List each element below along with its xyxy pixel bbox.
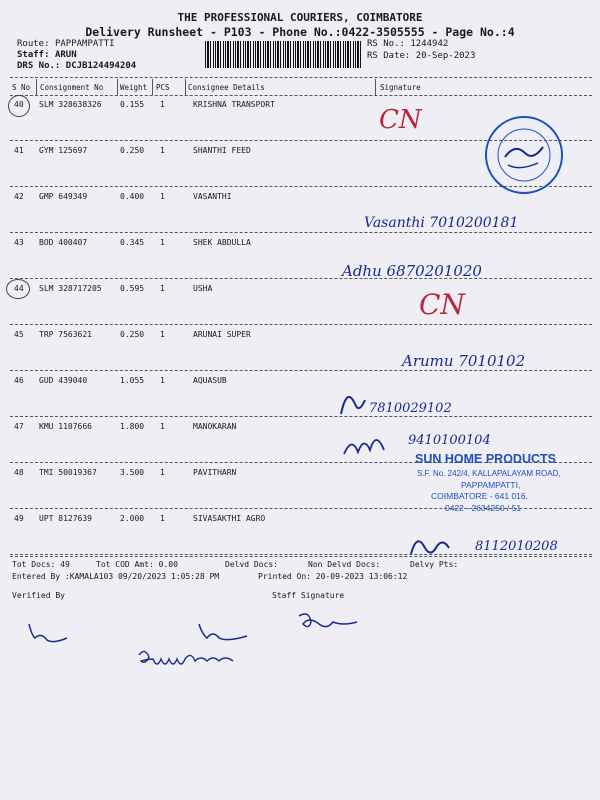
- row-consignment-no: TRP 7563621: [39, 330, 92, 339]
- rs-date-value: 20-Sep-2023: [415, 51, 476, 61]
- rs-date-line: [367, 51, 475, 61]
- non-delivered-docs: Non Delvd Docs:: [308, 560, 381, 569]
- delivery-points: Delvy Pts:: [410, 560, 459, 569]
- row-consignment-no: GMP 649349: [39, 192, 88, 201]
- row-consignee: SHANTHI FEED: [193, 146, 251, 155]
- row-sno: 44: [14, 284, 24, 293]
- handwritten-signature: [415, 278, 495, 323]
- barcode: [205, 41, 362, 68]
- row-sno: 40: [14, 100, 24, 109]
- circle-mark: [8, 95, 30, 117]
- stamp-address-line: COIMBATORE - 641 016.: [431, 491, 528, 501]
- row-consignee: PAVITHARN: [193, 468, 237, 477]
- rs-date-label: RS Date:: [367, 51, 411, 61]
- col-header-signature: Signature: [380, 83, 421, 92]
- signature-text: Vasanthi 7010200181: [364, 215, 519, 231]
- signature-text: Arumu 7010102: [402, 352, 526, 370]
- row-pcs: 1: [160, 284, 165, 293]
- verified-by-label: Verified By: [12, 591, 65, 600]
- row-pcs: 1: [160, 330, 165, 339]
- col-header-weight: Weight: [120, 83, 148, 92]
- verifier-signature: [195, 620, 255, 644]
- row-weight: 0.250: [120, 330, 145, 339]
- row-consignment-no: SLM 328717205: [39, 284, 102, 293]
- row-consignee: USHA: [193, 284, 213, 293]
- route-value: PAPPAMPATTI: [54, 39, 115, 49]
- drs-value: DCJB124494204: [65, 61, 137, 71]
- rs-no-line: [367, 39, 448, 49]
- row-consignment-no: TMI 50019367: [39, 468, 97, 477]
- handwritten-signature: [362, 205, 532, 235]
- row-sno: 47: [14, 422, 24, 431]
- row-separator: [10, 416, 592, 417]
- total-docs: Tot Docs: 49: [12, 560, 70, 569]
- row-pcs: 1: [160, 422, 165, 431]
- round-company-stamp: [460, 115, 590, 195]
- column-divider: [185, 79, 186, 95]
- row-sno: 42: [14, 192, 24, 201]
- row-consignee: SHEK ABDULLA: [193, 238, 251, 247]
- printed-on: Printed On: 20-09-2023 13:06:12: [258, 572, 408, 581]
- signature-text: Adhu 6870201020: [342, 262, 482, 280]
- signature-text: 7810029102: [369, 401, 452, 416]
- row-weight: 0.400: [120, 192, 145, 201]
- row-weight: 1.800: [120, 422, 145, 431]
- table-top-rule: [10, 77, 592, 78]
- col-header-consignment: Consignment No: [40, 83, 104, 92]
- row-weight: 3.500: [120, 468, 145, 477]
- runsheet-subtitle: Delivery Runsheet - P103 - Phone No.:0422-3505555 - Page No.:4: [85, 25, 515, 39]
- row-consignment-no: GYM 125697: [39, 146, 88, 155]
- sun-home-stamp: [405, 452, 590, 522]
- row-pcs: 1: [160, 468, 165, 477]
- route-label: Route:: [17, 39, 50, 49]
- row-consignee: VASANTHI: [193, 192, 232, 201]
- col-header-consignee: Consignee Details: [188, 83, 265, 92]
- total-cod-amount: Tot COD Amt: 0.00: [96, 560, 178, 569]
- staff-value: ARUN: [54, 50, 77, 60]
- row-sno: 46: [14, 376, 24, 385]
- delivered-docs: Delvd Docs:: [225, 560, 278, 569]
- signature-text: 9410100104: [408, 433, 491, 448]
- handwritten-signature: [400, 340, 570, 375]
- rs-no-value: 1244942: [410, 39, 449, 49]
- company-title: THE PROFESSIONAL COURIERS, COIMBATORE: [177, 11, 423, 24]
- row-pcs: 1: [160, 514, 165, 523]
- row-consignment-no: GUD 439040: [39, 376, 88, 385]
- row-consignee: SIVASAKTHI AGRO: [193, 514, 266, 523]
- circle-mark: [6, 279, 30, 299]
- row-sno: 48: [14, 468, 24, 477]
- row-pcs: 1: [160, 238, 165, 247]
- drs-line: [17, 61, 136, 71]
- row-sno: 49: [14, 514, 24, 523]
- column-divider: [117, 79, 118, 95]
- row-weight: 0.155: [120, 100, 145, 109]
- column-divider: [375, 79, 376, 95]
- staff-handwritten-signature: [295, 610, 375, 634]
- column-divider: [152, 79, 153, 95]
- row-pcs: 1: [160, 192, 165, 201]
- handwritten-signature: [335, 380, 485, 420]
- verifier-signature: [135, 645, 260, 671]
- staff-signature-label: Staff Signature: [272, 591, 345, 600]
- row-consignment-no: UPT 8127639: [39, 514, 92, 523]
- signature-text: 8112010208: [475, 539, 558, 554]
- rs-no-label: RS No.:: [367, 39, 405, 49]
- entered-by: Entered By :KAMALA103 09/20/2023 1:05:28 PM: [12, 572, 220, 581]
- signature-text: CN: [379, 105, 422, 135]
- row-pcs: 1: [160, 146, 165, 155]
- row-consignee: ARUNAI SUPER: [193, 330, 251, 339]
- route-line: [17, 39, 115, 49]
- signature-text: CN: [419, 288, 465, 321]
- staff-label: Staff:: [17, 50, 50, 60]
- col-header-sno: S No: [12, 83, 31, 92]
- column-divider: [36, 79, 37, 95]
- row-separator: [10, 324, 592, 325]
- stamp-company-name: SUN HOME PRODUCTS: [415, 452, 556, 466]
- stamp-address-line: S.F. No. 242/4, KALLAPALAYAM ROAD,: [417, 469, 561, 478]
- row-consignee: KRISHNA TRANSPORT: [193, 100, 275, 109]
- row-consignee: MANOKARAN: [193, 422, 237, 431]
- handwritten-signature: [375, 98, 435, 138]
- drs-label: DRS No.:: [17, 61, 61, 71]
- row-weight: 0.250: [120, 146, 145, 155]
- verifier-signature: [25, 620, 75, 644]
- row-weight: 2.000: [120, 514, 145, 523]
- row-consignment-no: BOD 400407: [39, 238, 88, 247]
- stamp-address-line: PAPPAMPATTI,: [461, 480, 521, 490]
- row-pcs: 1: [160, 100, 165, 109]
- row-weight: 0.345: [120, 238, 145, 247]
- row-consignee: AQUASUB: [193, 376, 227, 385]
- row-weight: 1.055: [120, 376, 145, 385]
- row-consignment-no: KMU 1107666: [39, 422, 92, 431]
- footer-rule: [10, 556, 592, 557]
- row-sno: 45: [14, 330, 24, 339]
- col-header-pcs: PCS: [156, 83, 170, 92]
- row-sno: 41: [14, 146, 24, 155]
- table-header-rule: [10, 95, 592, 96]
- row-consignment-no: SLM 328638326: [39, 100, 102, 109]
- row-pcs: 1: [160, 376, 165, 385]
- stamp-phone: 0422 - 2634250 / 51: [445, 503, 522, 513]
- staff-line: [17, 50, 77, 60]
- row-sno: 43: [14, 238, 24, 247]
- row-weight: 0.595: [120, 284, 145, 293]
